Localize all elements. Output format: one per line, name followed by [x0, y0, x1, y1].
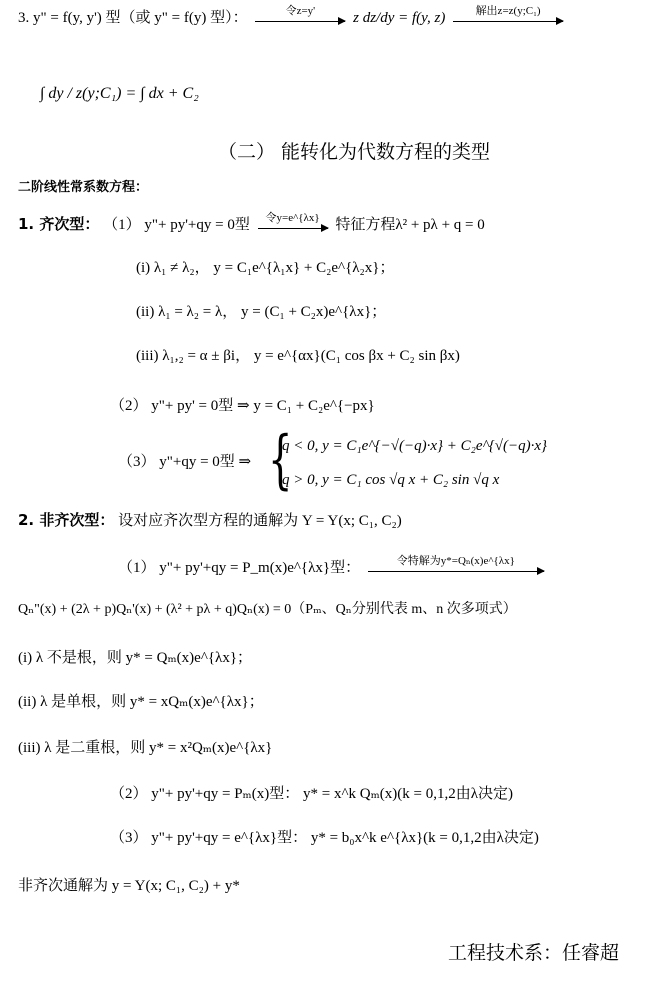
type-3-case-a: q < 0, y = C₁e^{−√(−q)·x} + C₂e^{√(−q)·x}: [282, 438, 548, 454]
substitution-arrow-2: [453, 5, 563, 22]
general-solution: 非齐次通解为 y = Y(x; C₁, C₂) + y*: [18, 878, 240, 894]
signature: 工程技术系：任睿超: [448, 942, 620, 964]
type-3: （3） y"+qy = 0型 ⇒: [118, 454, 252, 470]
nonhomogeneous-text: 设对应齐次型方程的通解为 Y = Y(x; C₁, C₂): [118, 513, 402, 529]
sub-heading: 二阶线性常系数方程：: [18, 180, 149, 195]
nh-case-iii: (iii) λ 是二重根，则 y* = x²Qₘ(x)e^{λx}: [18, 740, 273, 756]
case-ii: (ii) λ₁ = λ₂ = λ， y = (C₁ + C₂x)e^{λx}；: [136, 304, 387, 320]
type-2: （2） y"+ py' = 0型 ⇒ y = C₁ + C₂e^{−px}: [110, 398, 375, 414]
nh-type-2: （2） y"+ py'+qy = Pₘ(x)型： y* = x^k Qₘ(x)(k = 0,1,2由λ决定): [110, 786, 513, 802]
nonhomogeneous-eq: Qₙ"(x) + (2λ + p)Qₙ'(x) + (λ² + pλ + q)Qₙ(x) = 0（Pₘ、Qₙ分别代表 m、n 次多项式）: [18, 602, 517, 617]
case-iii: (iii) λ₁,₂ = α ± βi， y = e^{αx}(C₁ cos βx + C₂ sin βx): [136, 348, 460, 364]
arrow1-label: 令z=y': [285, 5, 316, 18]
arrow2-label: 解出z=z(y;C₁): [475, 5, 541, 18]
characteristic-eq: 特征方程λ² + pλ + q = 0: [335, 217, 485, 233]
section-heading: （二） 能转化为代数方程的类型: [218, 141, 491, 163]
line-type3: [18, 5, 567, 28]
nh1-arrow: [368, 555, 544, 572]
nh-case-ii: (ii) λ 是单根，则 y* = xQₘ(x)e^{λx}；: [18, 694, 264, 710]
case-i: (i) λ₁ ≠ λ₂， y = C₁e^{λ₁x} + C₂e^{λ₂x}；: [136, 260, 395, 276]
nh1-eq: （1） y"+ py'+qy = P_m(x)e^{λx}型：: [118, 560, 361, 576]
case-brace: {: [268, 423, 293, 497]
nh-type-3: （3） y"+ py'+qy = e^{λx}型： y* = b₀x^k e^{λx}(k = 0,1,2由λ决定): [110, 830, 539, 846]
nonhomogeneous-line: [18, 510, 402, 531]
type3-mid-eq: z dz/dy = f(y, z): [353, 10, 446, 26]
homogeneous-arrow: [258, 212, 328, 229]
homogeneous-arrow-label: 令y=e^{λx}: [265, 212, 320, 225]
nh1-arrow-label: 令特解为y*=Qₙ(x)e^{λx}: [396, 555, 515, 568]
type-3-case-b: q > 0, y = C₁ cos √q x + C₂ sin √q x: [282, 472, 500, 488]
homogeneous-line: [18, 214, 485, 235]
homogeneous-label: 1. 齐次型：: [18, 215, 100, 233]
nh-case-i: (i) λ 不是根，则 y* = Qₘ(x)e^{λx}；: [18, 650, 253, 666]
substitution-arrow-1: [255, 5, 345, 22]
integral-equation: ∫ dy / z(y;C₁) = ∫ dx + C₂: [40, 85, 199, 102]
homogeneous-eq: （1） y"+ py'+qy = 0型: [103, 217, 250, 233]
nonhomogeneous-label: 2. 非齐次型：: [18, 511, 115, 529]
type3-label: 3. y" = f(y, y') 型（或 y" = f(y) 型）：: [18, 10, 248, 26]
nonhomogeneous-type-1: [118, 555, 548, 578]
